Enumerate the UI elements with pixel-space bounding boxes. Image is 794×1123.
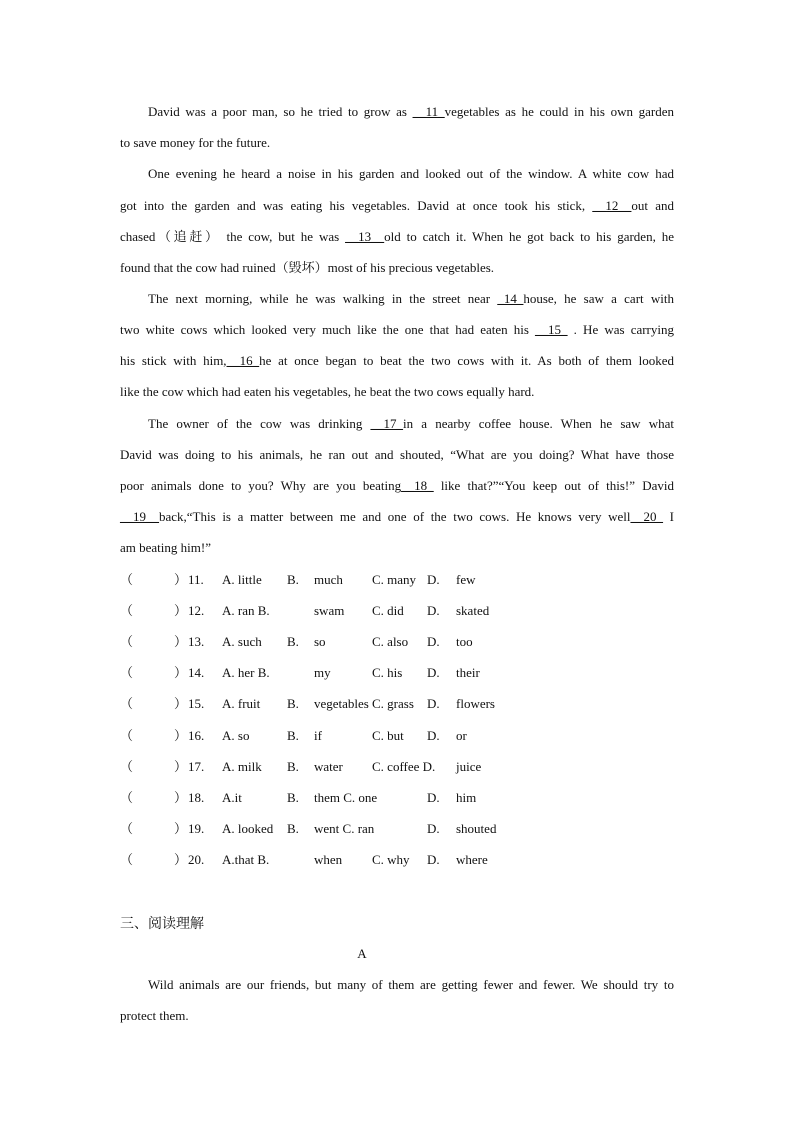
question-a: A. looked [222,820,274,836]
question-d-text: few [456,572,476,587]
question-d-text: shouted [456,820,497,836]
blank-17: __17_ [370,416,404,431]
question-d: D. [427,665,440,681]
question-row [120,852,674,868]
question-c: C. his [372,665,403,681]
question-close: ） [174,603,188,619]
passage-line: David was a poor man, so he tried to grow as __11_vegetables as he could in his own garden [148,104,674,119]
passage-line: One evening he heard a noise in his garden and looked out of the window. A white cow had [148,166,674,181]
question-a: A. fruit [222,696,261,712]
question-b-text: much [314,572,343,587]
question-b: B. [287,758,299,774]
question-row [120,790,674,806]
question-paren[interactable]: （ [120,665,134,681]
question-close: ） [174,634,188,650]
question-close: ） [174,727,188,743]
blank-16: __16_ [226,353,260,368]
question-b: B. [287,572,299,587]
question-close: ） [174,696,188,712]
question-d-text: juice [456,758,482,774]
question-b-text: water [314,758,343,774]
question-b-text: vegetables [314,696,369,712]
question-num: 17. [188,758,205,774]
question-b: B. [287,696,299,712]
question-row [120,821,674,837]
question-b-text: so [314,634,326,650]
question-num: 11. [188,572,204,587]
passage-line: The owner of the cow was drinking __17_in a nearby coffee house. When he saw what [148,416,674,431]
question-num: 14. [188,665,205,681]
question-b: B. [287,727,299,743]
question-row [120,572,674,588]
question-c: C. did [372,603,404,619]
question-close: ） [174,851,188,867]
question-close: ） [174,665,188,681]
question-num: 18. [188,789,205,805]
question-num: 13. [188,634,205,650]
section-title: 三、阅读理解 [120,916,204,932]
question-paren[interactable]: （ [120,603,134,619]
question-paren[interactable]: （ [120,789,134,805]
question-d: D. [427,727,440,743]
question-d-text: flowers [456,696,495,712]
blank-18: __18_ [401,478,434,493]
question-d: D. [427,789,440,805]
question-num: 16. [188,727,205,743]
question-b-text: if [314,727,322,743]
question-b: B. [287,789,299,805]
question-a: A. her B. [222,665,270,681]
question-row [120,634,674,650]
question-a: A.that B. [222,851,270,867]
question-row [120,696,674,712]
question-d: D. [427,572,440,587]
question-num: 12. [188,603,205,619]
question-b: B. [287,820,299,836]
question-d-text: skated [456,603,490,619]
passage-line: found that the cow had ruined（毁坏）most of his precious vegetables. [120,260,495,275]
question-c: C. many [372,572,417,587]
question-a: A. milk [222,758,262,774]
passage-line: like the cow which had eaten his vegetables, he beat the two cows equally hard. [120,384,535,399]
question-d: D. [427,696,440,712]
question-num: 19. [188,820,205,836]
passage-line: am beating him!” [120,540,211,555]
passage-line: two white cows which looked very much like the one that had eaten his __15_ . He was carrying [120,322,674,337]
question-b: B. [287,634,299,650]
question-a: A. ran B. [222,603,270,619]
question-close: ） [174,789,188,805]
question-a: A. such [222,634,262,650]
question-paren[interactable]: （ [120,820,134,836]
question-d-text: their [456,665,480,681]
blank-15: __15_ [535,322,568,337]
question-c: C. grass [372,696,414,712]
passage-line: poor animals done to you? Why are you beating__18_ like that?”“You keep out of this!” David [120,478,674,493]
question-paren[interactable]: （ [120,572,134,587]
question-paren[interactable]: （ [120,851,134,867]
reading-line: protect them. [120,1008,189,1023]
question-c: C. but [372,727,404,743]
blank-14: _14_ [497,291,524,306]
question-paren[interactable]: （ [120,696,134,712]
question-c: C. why [372,851,410,867]
question-b-text: them C. one [314,789,378,805]
question-close: ） [174,820,188,836]
question-d-text: him [456,789,477,805]
passage-line: his stick with him,__16_he at once began to beat the two cows with it. As both of them looked [120,353,674,368]
question-num: 15. [188,696,205,712]
question-d-text: or [456,727,467,743]
passage-line: chased（追赶） the cow, but he was __13__old to catch it. When he got back to his garden, he [120,229,674,244]
subsection-label: A [357,946,367,961]
question-num: 20. [188,851,205,867]
question-paren[interactable]: （ [120,634,134,650]
blank-11: __11_ [412,104,445,119]
question-d: D. [427,634,440,650]
question-b-text: swam [314,603,345,619]
question-a: A.it [222,789,242,805]
passage-line: __19__back,“This is a matter between me and one of the two cows. He knows very well__20_ I [120,509,674,524]
question-row [120,759,674,775]
question-paren[interactable]: （ [120,727,134,743]
question-d-text: where [456,851,488,867]
question-paren[interactable]: （ [120,758,134,774]
question-a: A. little [222,572,262,587]
passage-line: The next morning, while he was walking in the street near _14_house, he saw a cart with [148,291,674,306]
question-d-text: too [456,634,473,650]
question-c: C. coffee D. [372,758,436,774]
question-close: ） [174,572,188,587]
blank-20: __20_ [630,509,663,524]
question-c: C. also [372,634,409,650]
passage-line: David was doing to his animals, he ran out and shouted, “What are you doing? What have those [120,447,674,462]
blank-13: __13__ [345,229,385,244]
blank-19: __19__ [120,509,159,524]
question-b-text: went C. ran [314,820,375,836]
question-b-text: my [314,665,331,681]
question-d: D. [427,603,440,619]
question-d: D. [427,851,440,867]
question-close: ） [174,758,188,774]
passage-line: to save money for the future. [120,135,271,150]
question-d: D. [427,820,440,836]
question-row [120,603,674,619]
question-b-text: when [314,851,343,867]
question-row [120,665,674,681]
blank-12: __12__ [592,198,632,213]
passage-line: got into the garden and was eating his vegetables. David at once took his stick, __12__out and [120,198,674,213]
question-a: A. so [222,727,250,743]
question-row [120,728,674,744]
reading-line: Wild animals are our friends, but many of them are getting fewer and fewer. We should try to [148,977,674,992]
